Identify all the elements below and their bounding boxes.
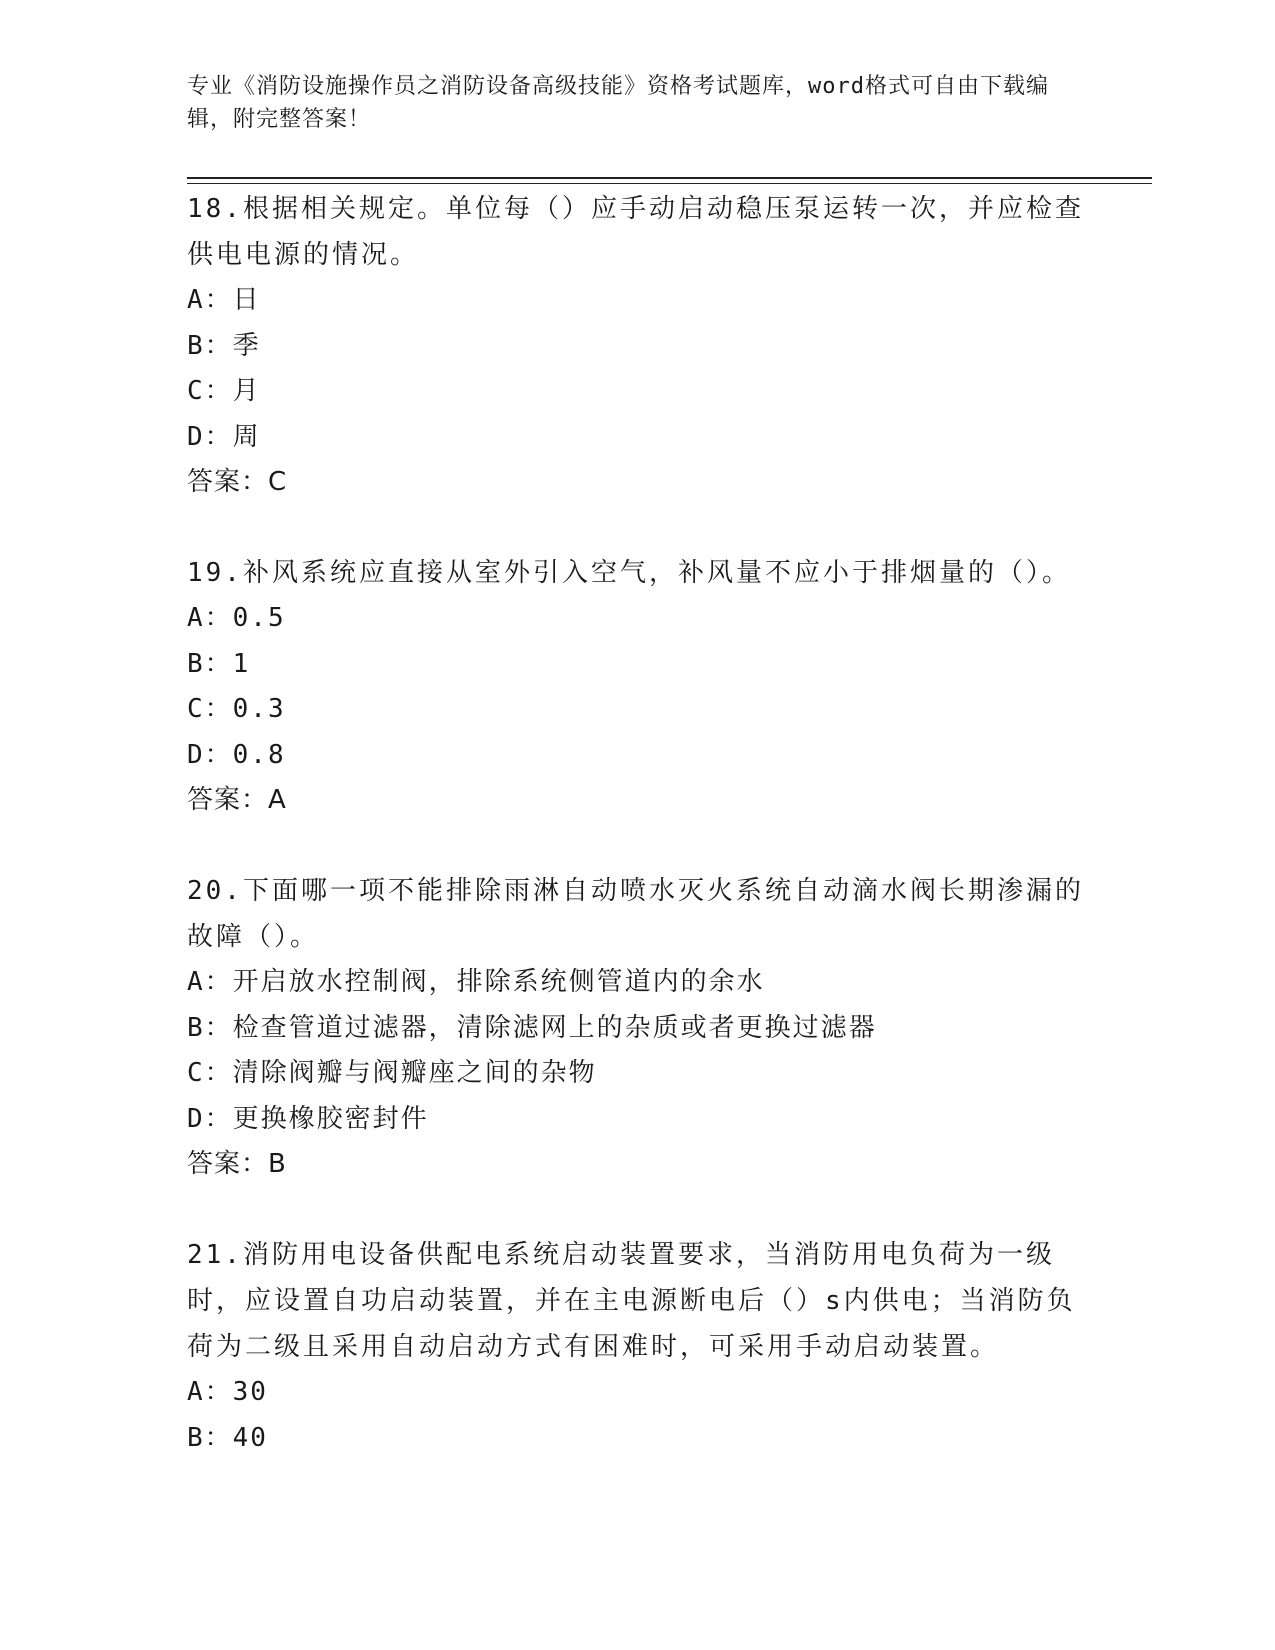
question-19	[187, 550, 1087, 823]
answer-label: 答案：A	[187, 785, 287, 815]
header-divider-thick	[187, 177, 1152, 179]
option-b: B：季	[187, 330, 261, 361]
question-20	[187, 868, 1087, 1187]
header-divider-thin	[187, 183, 1152, 184]
option-b: B：1	[187, 648, 251, 679]
question-stem: 19.补风系统应直接从室外引入空气，补风量不应小于排烟量的（）。	[187, 558, 1071, 588]
option-b: B：40	[187, 1422, 268, 1453]
option-a: A：开启放水控制阀，排除系统侧管道内的余水	[187, 967, 765, 997]
option-a: A：30	[187, 1377, 268, 1407]
question-stem: 20.下面哪一项不能排除雨淋自动喷水灭火系统自动滴水阀长期渗漏的故障（）。	[187, 876, 1084, 952]
option-a: A：0.5	[187, 603, 286, 633]
question-stem: 21.消防用电设备供配电系统启动装置要求，当消防用电负荷为一级时，应设置自功启动装置，并在主电源断电后（）s内供电；当消防负荷为二级且采用自动启动方式有困难时，可采用手动启动装置。	[187, 1240, 1076, 1362]
option-d: D：周	[187, 421, 261, 452]
option-d: D：更换橡胶密封件	[187, 1103, 429, 1134]
question-18	[187, 186, 1087, 505]
answer-label: 答案：B	[187, 1149, 287, 1179]
option-c: C：清除阀瓣与阀瓣座之间的杂物	[187, 1058, 597, 1088]
option-a: A：日	[187, 285, 261, 315]
option-c: C：0.3	[187, 694, 286, 724]
option-c: C：月	[187, 376, 261, 406]
question-21	[187, 1232, 1087, 1461]
question-list	[187, 186, 1087, 1506]
answer-label: 答案：C	[187, 467, 288, 497]
document-header: 专业《消防设施操作员之消防设备高级技能》资格考试题库，word格式可自由下载编辑，附完整答案！	[187, 74, 1049, 132]
option-d: D：0.8	[187, 739, 286, 770]
question-stem: 18.根据相关规定。单位每（）应手动启动稳压泵运转一次，并应检查供电电源的情况。	[187, 194, 1084, 270]
option-b: B：检查管道过滤器，清除滤网上的杂质或者更换过滤器	[187, 1012, 877, 1043]
